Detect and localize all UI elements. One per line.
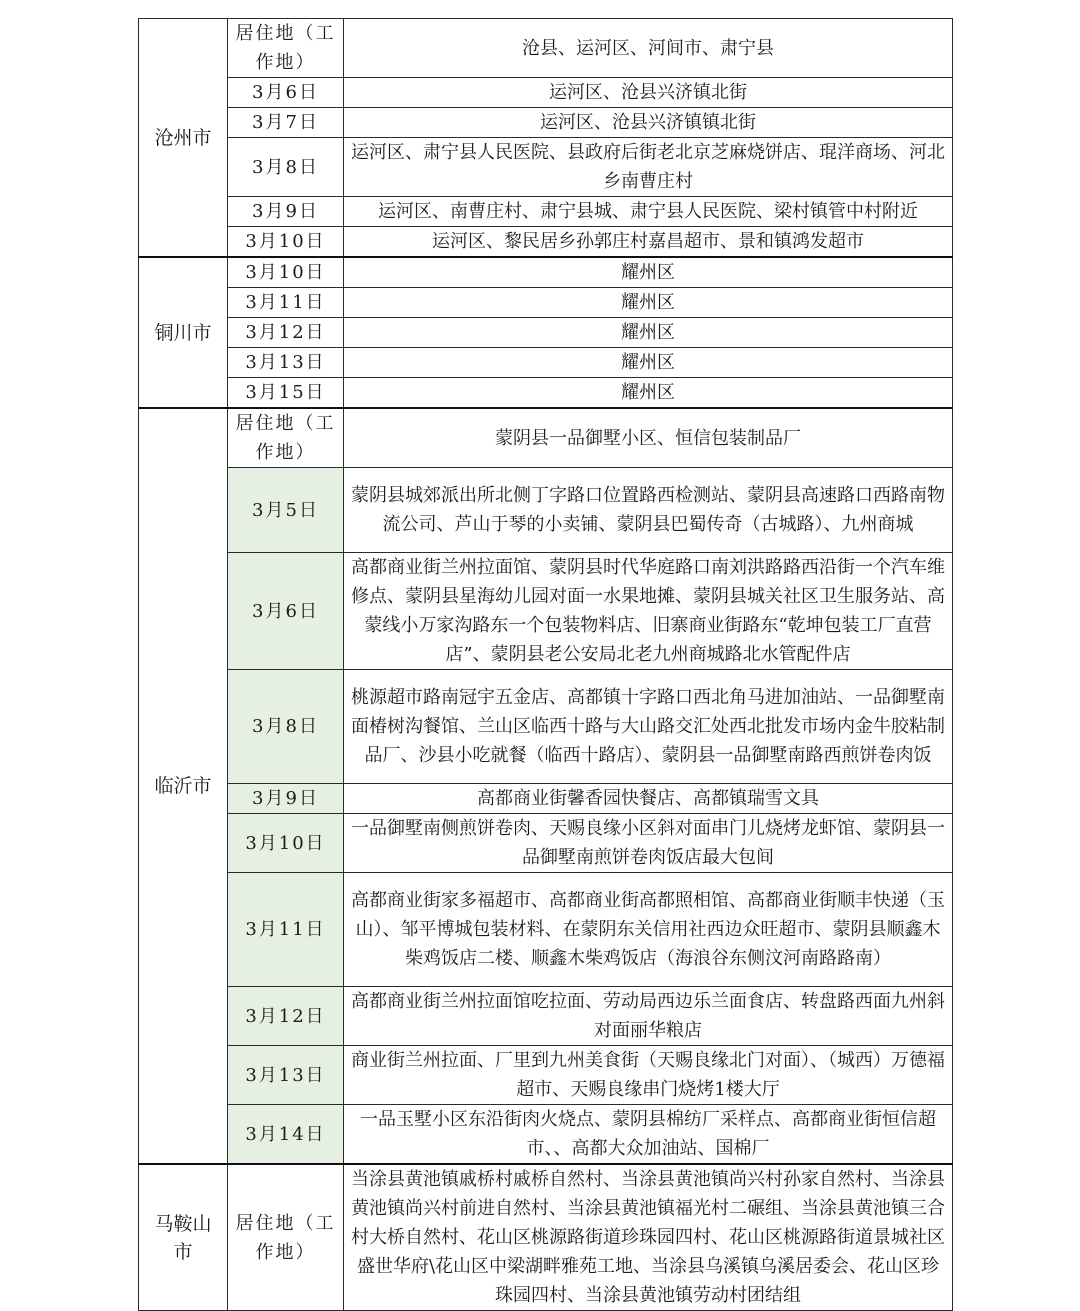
date-cell: 3月13日 bbox=[228, 1046, 344, 1105]
location-cell: 桃源超市路南冠宇五金店、高都镇十字路口西北角马进加油站、一品御墅南面椿树沟餐馆、兰山区临西十路与大山路交汇处西北批发市场内金牛胶粘制品厂、沙县小吃就餐（临西十路店）、蒙阴县一品御墅南路西煎饼卷肉饭 bbox=[344, 670, 953, 784]
location-cell: 蒙阴县一品御墅小区、恒信包装制品厂 bbox=[344, 408, 953, 468]
location-cell: 运河区、沧县兴济镇镇北街 bbox=[344, 108, 953, 138]
location-cell: 运河区、肃宁县人民医院、县政府后街老北京芝麻烧饼店、琨洋商场、河北乡南曹庄村 bbox=[344, 138, 953, 197]
table-row bbox=[139, 257, 953, 288]
table-row bbox=[139, 318, 953, 348]
date-cell: 3月10日 bbox=[228, 814, 344, 873]
location-cell: 耀州区 bbox=[344, 378, 953, 409]
location-cell: 耀州区 bbox=[344, 348, 953, 378]
date-cell: 3月11日 bbox=[228, 873, 344, 987]
date-cell: 3月6日 bbox=[228, 553, 344, 670]
date-cell: 3月14日 bbox=[228, 1105, 344, 1165]
location-cell: 运河区、南曹庄村、肃宁县城、肃宁县人民医院、梁村镇管中村附近 bbox=[344, 197, 953, 227]
date-cell: 居住地（工作地） bbox=[228, 1164, 344, 1311]
date-cell: 3月8日 bbox=[228, 138, 344, 197]
table-row bbox=[139, 1164, 953, 1311]
city-cell: 马鞍山市 bbox=[139, 1164, 228, 1311]
date-cell: 3月8日 bbox=[228, 670, 344, 784]
location-cell: 运河区、黎民居乡孙郭庄村嘉昌超市、景和镇鸿发超市 bbox=[344, 227, 953, 258]
table-row bbox=[139, 784, 953, 814]
location-cell: 一品玉墅小区东沿街肉火烧点、蒙阴县棉纺厂采样点、高都商业街恒信超市、、高都大众加油站、国棉厂 bbox=[344, 1105, 953, 1165]
location-cell: 耀州区 bbox=[344, 257, 953, 288]
date-cell: 3月5日 bbox=[228, 468, 344, 553]
date-cell: 居住地（工作地） bbox=[228, 408, 344, 468]
city-cell: 临沂市 bbox=[139, 408, 228, 1164]
date-cell: 3月15日 bbox=[228, 378, 344, 409]
city-cell: 铜川市 bbox=[139, 257, 228, 408]
date-cell: 3月12日 bbox=[228, 987, 344, 1046]
date-cell: 居住地（工作地） bbox=[228, 19, 344, 78]
table-row bbox=[139, 1105, 953, 1165]
location-cell: 高都商业街家多福超市、高都商业街高都照相馆、高都商业街顺丰快递（玉山）、邹平博城包装材料、在蒙阴东关信用社西边众旺超市、蒙阴县顺鑫木柴鸡饭店二楼、顺鑫木柴鸡饭店（海浪谷东侧汶河南路路南） bbox=[344, 873, 953, 987]
location-cell: 高都商业街兰州拉面馆吃拉面、劳动局西边乐兰面食店、转盘路西面九州斜对面丽华粮店 bbox=[344, 987, 953, 1046]
table-row bbox=[139, 553, 953, 670]
location-cell: 耀州区 bbox=[344, 318, 953, 348]
date-cell: 3月11日 bbox=[228, 288, 344, 318]
table-row bbox=[139, 873, 953, 987]
table-row bbox=[139, 227, 953, 258]
date-cell: 3月7日 bbox=[228, 108, 344, 138]
location-cell: 运河区、沧县兴济镇北街 bbox=[344, 78, 953, 108]
table-row bbox=[139, 348, 953, 378]
table-row bbox=[139, 197, 953, 227]
table-row bbox=[139, 468, 953, 553]
table-row bbox=[139, 138, 953, 197]
table-row bbox=[139, 19, 953, 78]
location-cell: 沧县、运河区、河间市、肃宁县 bbox=[344, 19, 953, 78]
table-row bbox=[139, 1046, 953, 1105]
table-row bbox=[139, 378, 953, 409]
date-cell: 3月10日 bbox=[228, 257, 344, 288]
date-cell: 3月12日 bbox=[228, 318, 344, 348]
table-row bbox=[139, 987, 953, 1046]
table-row bbox=[139, 814, 953, 873]
table-body bbox=[139, 19, 953, 1311]
table-row bbox=[139, 408, 953, 468]
table-row bbox=[139, 670, 953, 784]
date-cell: 3月6日 bbox=[228, 78, 344, 108]
table-row bbox=[139, 288, 953, 318]
location-cell: 当涂县黄池镇戚桥村戚桥自然村、当涂县黄池镇尚兴村孙家自然村、当涂县黄池镇尚兴村前进自然村、当涂县黄池镇福光村二碾组、当涂县黄池镇三合村大桥自然村、花山区桃源路街道珍珠园四村、花山区桃源路街道景城社区盛世华府\花山区中梁湖畔雅苑工地、当涂县乌溪镇乌溪居委会、花山区珍珠园四村、当涂县黄池镇劳动村团结组 bbox=[344, 1164, 953, 1311]
location-cell: 一品御墅南侧煎饼卷肉、天赐良缘小区斜对面串门儿烧烤龙虾馆、蒙阴县一品御墅南煎饼卷肉饭店最大包间 bbox=[344, 814, 953, 873]
city-cell: 沧州市 bbox=[139, 19, 228, 258]
location-cell: 高都商业街馨香园快餐店、高都镇瑞雪文具 bbox=[344, 784, 953, 814]
date-cell: 3月9日 bbox=[228, 784, 344, 814]
location-cell: 蒙阴县城郊派出所北侧丁字路口位置路西检测站、蒙阴县高速路口西路南物流公司、芦山于琴的小卖铺、蒙阴县巴蜀传奇（古城路）、九州商城 bbox=[344, 468, 953, 553]
location-cell: 高都商业街兰州拉面馆、蒙阴县时代华庭路口南刘洪路路西沿街一个汽车维修点、蒙阴县星海幼儿园对面一水果地摊、蒙阴县城关社区卫生服务站、高蒙线小万家沟路东一个包装物料店、旧寨商业街路东“乾坤包装工厂直营店”、蒙阴县老公安局北老九州商城路北水管配件店 bbox=[344, 553, 953, 670]
table-row bbox=[139, 108, 953, 138]
location-cell: 商业街兰州拉面、厂里到九州美食街（天赐良缘北门对面）、（城西）万德福超市、天赐良缘串门烧烤1楼大厅 bbox=[344, 1046, 953, 1105]
location-table bbox=[138, 18, 953, 1311]
date-cell: 3月13日 bbox=[228, 348, 344, 378]
location-cell: 耀州区 bbox=[344, 288, 953, 318]
date-cell: 3月10日 bbox=[228, 227, 344, 258]
table-row bbox=[139, 78, 953, 108]
date-cell: 3月9日 bbox=[228, 197, 344, 227]
